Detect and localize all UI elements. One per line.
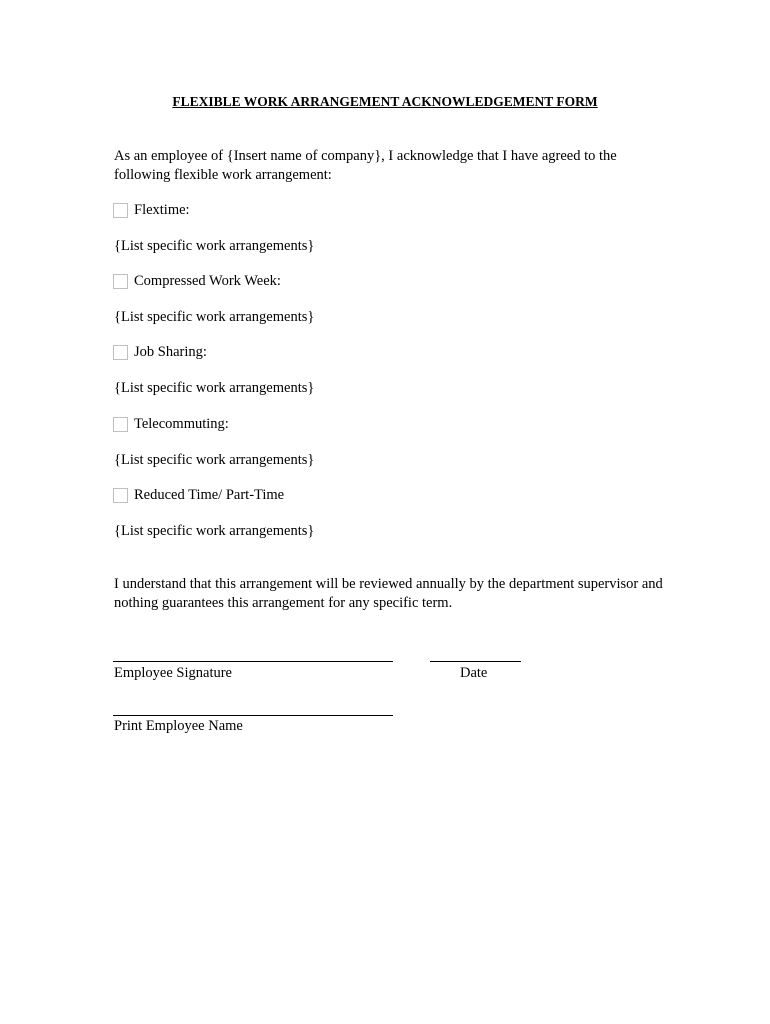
employee-signature-label: Employee Signature bbox=[114, 665, 232, 681]
option-flextime[interactable] bbox=[113, 201, 190, 219]
closing-paragraph: I understand that this arrangement will be reviewed annually by the department supervisor and nothing guarantees this arrangement for any specific term. bbox=[114, 576, 663, 611]
date-label: Date bbox=[460, 665, 488, 681]
date-line[interactable] bbox=[430, 661, 521, 662]
reduced-time-label: Reduced Time/ Part-Time bbox=[134, 486, 285, 503]
option-job-sharing[interactable] bbox=[113, 343, 207, 361]
compressed-work-week-label: Compressed Work Week: bbox=[134, 272, 281, 289]
telecommuting-checkbox[interactable] bbox=[113, 417, 128, 432]
option-reduced-time[interactable] bbox=[113, 486, 284, 504]
telecommuting-label: Telecommuting: bbox=[134, 415, 229, 432]
employee-signature-line[interactable] bbox=[113, 661, 393, 662]
intro-paragraph: As an employee of {Insert name of company}, I acknowledge that I have agreed to the following flexible work arrangement: bbox=[114, 148, 617, 183]
flextime-label: Flextime: bbox=[134, 201, 190, 218]
print-employee-name-label: Print Employee Name bbox=[114, 718, 243, 734]
option-telecommuting[interactable] bbox=[113, 415, 229, 433]
job-sharing-detail: {List specific work arrangements} bbox=[114, 380, 315, 396]
compressed-work-week-detail: {List specific work arrangements} bbox=[114, 309, 315, 325]
reduced-time-checkbox[interactable] bbox=[113, 488, 128, 503]
compressed-work-week-checkbox[interactable] bbox=[113, 274, 128, 289]
print-name-line[interactable] bbox=[113, 715, 393, 716]
flextime-checkbox[interactable] bbox=[113, 203, 128, 218]
option-compressed-work-week[interactable] bbox=[113, 272, 281, 290]
telecommuting-detail: {List specific work arrangements} bbox=[114, 452, 315, 468]
flextime-detail: {List specific work arrangements} bbox=[114, 238, 315, 254]
job-sharing-label: Job Sharing: bbox=[134, 343, 207, 360]
job-sharing-checkbox[interactable] bbox=[113, 345, 128, 360]
reduced-time-detail: {List specific work arrangements} bbox=[114, 523, 315, 539]
form-title: FLEXIBLE WORK ARRANGEMENT ACKNOWLEDGEMENT FORM bbox=[172, 94, 598, 109]
